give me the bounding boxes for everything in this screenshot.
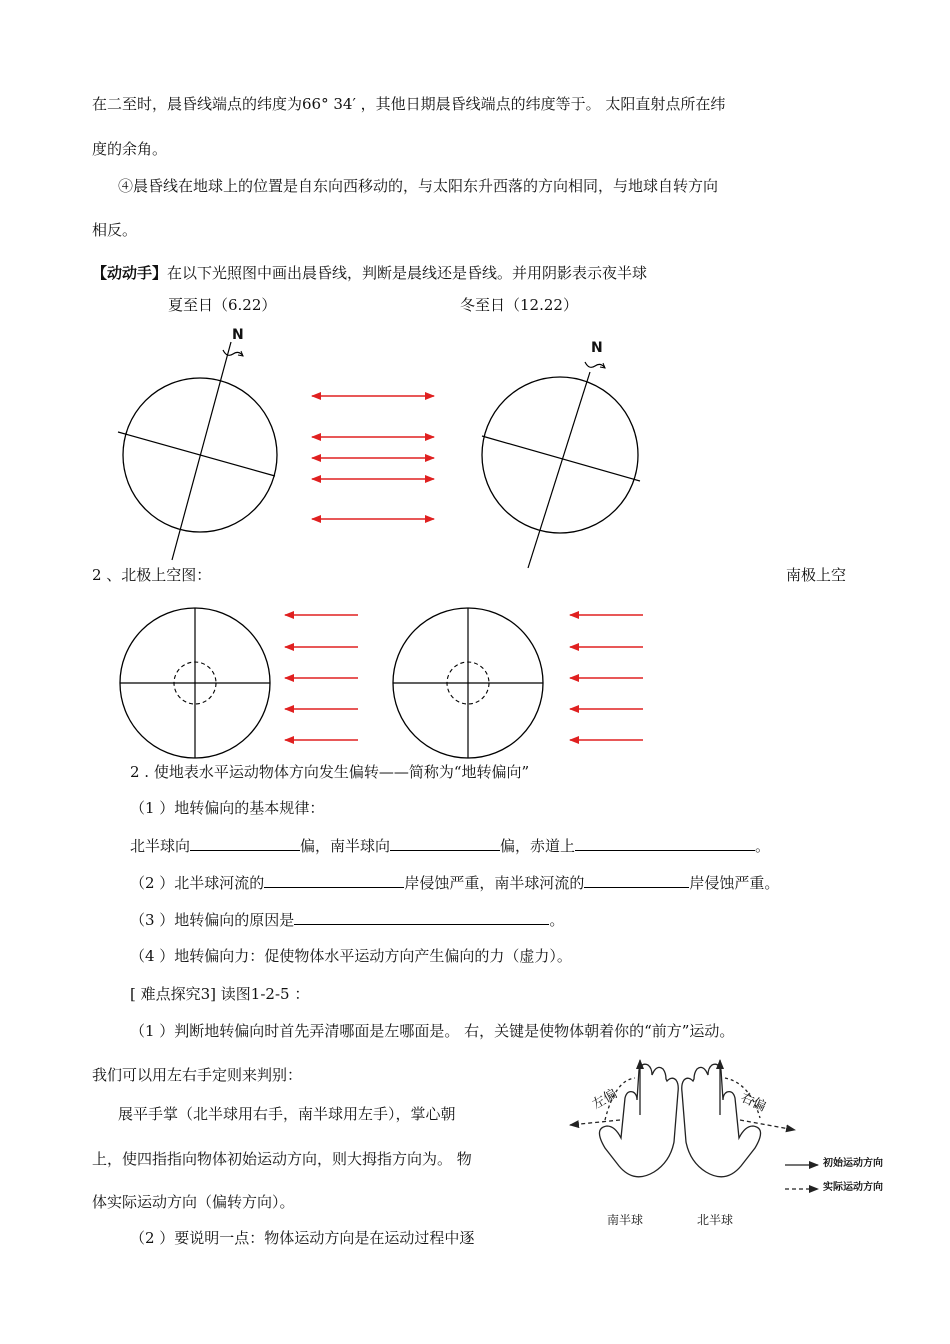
south-pole-heading: 南极上空 xyxy=(786,566,847,584)
para-line-2b: 相反。 xyxy=(92,221,138,239)
answer-blank[interactable] xyxy=(390,836,500,851)
sunlight-arrows-right xyxy=(570,615,643,740)
q1-text-c: 偏，赤道上 xyxy=(500,837,576,855)
north-label-summer: N xyxy=(232,327,244,343)
task-label: 【动动手】 xyxy=(92,264,168,282)
south-hemisphere-label: 南半球 xyxy=(607,1213,644,1227)
north-hemisphere-label: 北半球 xyxy=(697,1213,734,1227)
summer-globe xyxy=(118,342,277,560)
section3-p1b: 我们可以用左右手定则来判别： xyxy=(92,1066,303,1084)
left-deflect-label: 左偏 xyxy=(589,1086,620,1113)
answer-blank[interactable] xyxy=(264,873,404,888)
section3-p3: （2 ）要说明一点：物体运动方向是在运动过程中逐 xyxy=(130,1229,475,1247)
north-label-winter: N xyxy=(591,340,603,356)
para-line-1b: 度的余角。 xyxy=(92,140,168,158)
section2-q3 xyxy=(130,910,564,929)
section3-title: [ 难点探究3] 读图1-2-5 ： xyxy=(130,985,310,1003)
summer-solstice-label: 夏至日（6.22） xyxy=(168,296,277,314)
section2-q4: （4 ）地转偏向力：促使物体水平运动方向产生偏向的力（虚力）。 xyxy=(130,947,572,965)
q3-text-b: 。 xyxy=(549,911,565,929)
winter-solstice-label: 冬至日（12.22） xyxy=(460,296,578,314)
north-pole-heading: 2 、北极上空图： xyxy=(92,566,212,584)
answer-blank[interactable] xyxy=(190,836,300,851)
task-text: 在以下光照图中画出晨昏线，判断是晨线还是昏线。并用阴影表示夜半球 xyxy=(167,264,648,282)
section2-q2 xyxy=(130,873,779,892)
q1-text-d: 。 xyxy=(755,837,771,855)
right-hand-icon xyxy=(682,1064,761,1177)
hand-rule-figure xyxy=(570,1060,818,1189)
section3-p2b: 上，使四指指向物体初始运动方向，则大拇指方向为。 物 xyxy=(92,1150,472,1168)
q1-text-a: 北半球向 xyxy=(130,837,191,855)
para-line-2a: ④晨昏线在地球上的位置是自东向西移动的，与太阳东升西落的方向相同，与地球自转方向 xyxy=(118,177,719,195)
section3-p2a: 展平手掌（北半球用右手，南半球用左手），掌心朝 xyxy=(118,1105,456,1123)
sunlight-arrows-middle xyxy=(285,615,358,740)
north-pole-view xyxy=(120,608,270,758)
q2-text-c: 岸侵蚀严重。 xyxy=(689,874,780,892)
answer-blank[interactable] xyxy=(575,836,755,851)
section3-p2c: 体实际运动方向（偏转方向）。 xyxy=(92,1193,295,1211)
q3-text-a: （3 ）地转偏向的原因是 xyxy=(130,911,295,929)
para-line-1a: 在二至时，晨昏线端点的纬度为66° 34′ ，其他日期晨昏线端点的纬度等于。 太阳直射点所在纬 xyxy=(92,95,726,113)
q2-text-b: 岸侵蚀严重，南半球河流的 xyxy=(404,874,585,892)
q2-text-a: （2 ）北半球河流的 xyxy=(130,874,265,892)
winter-globe xyxy=(482,362,640,568)
answer-blank[interactable] xyxy=(294,910,549,925)
section2-q1: （1 ）地转偏向的基本规律： xyxy=(130,799,325,817)
legend-actual-label: 实际运动方向 xyxy=(823,1182,883,1193)
answer-blank[interactable] xyxy=(584,873,689,888)
sunlight-arrows-top xyxy=(312,396,434,519)
section2-q1-line xyxy=(130,836,770,855)
section3-p1: （1 ）判断地转偏向时首先弄清哪面是左哪面是。 右，关键是使物体朝着你的“前方”运动。 xyxy=(130,1022,735,1040)
legend-initial-label: 初始运动方向 xyxy=(823,1158,883,1169)
south-pole-view xyxy=(393,608,543,758)
section2-title: 2 . 使地表水平运动物体方向发生偏转——简称为“地转偏向” xyxy=(130,763,530,781)
right-deflect-label: 右偏 xyxy=(738,1090,769,1115)
q1-text-b: 偏，南半球向 xyxy=(300,837,391,855)
